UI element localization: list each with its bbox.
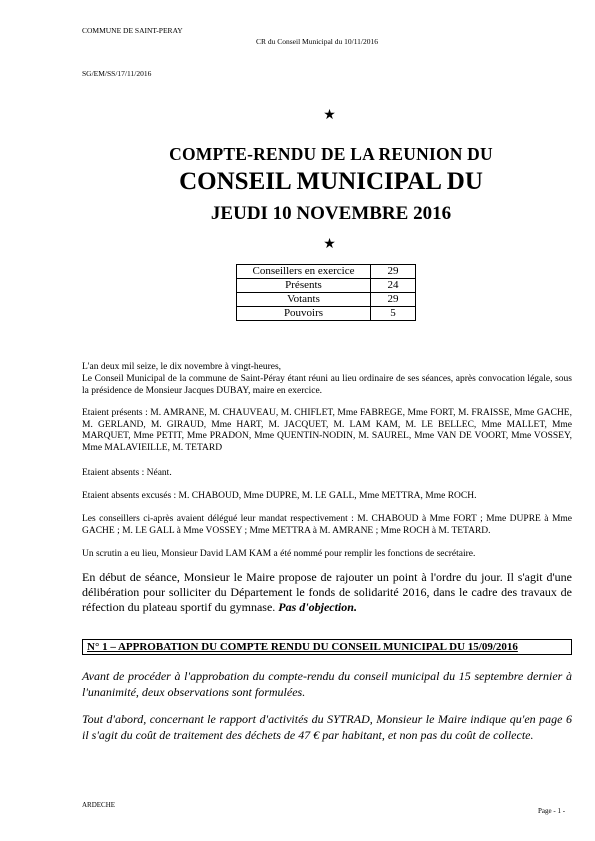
stat-value: 29 [371,265,416,279]
secretary-paragraph: Un scrutin a eu lieu, Monsieur David LAM KAM a été nommé pour remplir les fonctions de secrétaire. [82,549,476,559]
section-paragraph-2: Tout d'abord, concernant le rapport d'activités du SYTRAD, Monsieur le Maire indique qu'en page 6 il s'agit du coût de traitement des déchets de 47 € par habitant, et non pas du coût de collecte. [82,712,572,742]
table-row [237,265,416,279]
stat-value: 24 [371,279,416,293]
stat-label: Votants [237,293,371,307]
star-ornament-top: ★ [323,108,336,123]
absent-paragraph: Etaient absents : Néant. [82,468,172,478]
page-number: Page - 1 - [538,807,566,815]
stat-value: 29 [371,293,416,307]
star-ornament-bottom: ★ [323,237,336,252]
proxy-paragraph: Les conseillers ci-après avaient délégué leur mandat respectivement : M. CHABOUD à Mme FORT ; Mme DUPRE à Mme GACHE ; M. LE GALL à Mme VOSSEY ; Mme METTRA à M. AMRANE ; Mme ROCH à M. TETARD. [82,514,572,536]
stat-value: 5 [371,307,416,321]
table-row [237,279,416,293]
section-paragraph-1: Avant de procéder à l'approbation du compte-rendu du conseil municipal du 15 septembre dernier à l'unanimité, deux observations sont formulées. [82,669,572,699]
opening-date-paragraph: L'an deux mil seize, le dix novembre à vingt-heures, [82,362,282,372]
agenda-addition-text: En début de séance, Monsieur le Maire propose de rajouter un point à l'ordre du jour. Il s'agit d'une délibération pour solliciter du Département le fonds de solidarité 2016, dans le cadre des travaux de réfection du plateau sportif du gymnase. [82,570,572,614]
attendance-table [236,264,416,321]
excused-absent-paragraph: Etaient absents excusés : M. CHABOUD, Mme DUPRE, M. LE GALL, Mme METTRA, Mme ROCH. [82,491,477,501]
title-line-2: CONSEIL MUNICIPAL DU [179,168,483,195]
convocation-paragraph: Le Conseil Municipal de la commune de Saint-Péray étant réuni au lieu ordinaire de ses séances, après convocation légale, sous la présidence de Monsieur Jacques DUBAY, maire en exercice. [82,374,572,396]
present-members-paragraph: Etaient présents : M. AMRANE, M. CHAUVEAU, M. CHIFLET, Mme FABREGE, Mme FORT, M. FRAISSE, Mme GACHE, M. GERLAND, M. GIRAUD, Mme HART, M. JACQUET, M. LAM KAM, M. LE BELLEC, Mme MALLET, Mme MARQUET, Mme PETIT, Mme PRADON, Mme QUENTIN-NODIN, M. SAUREL, Mme VAN DE VOORT, Mme VOSSEY, Mme MALAVIEILLE, M. TETARD [82,408,572,453]
document-reference: CR du Conseil Municipal du 10/11/2016 [256,37,379,46]
title-line-1: COMPTE-RENDU DE LA REUNION DU [169,144,493,164]
stat-label: Pouvoirs [237,307,371,321]
title-line-3: JEUDI 10 NOVEMBRE 2016 [210,203,452,224]
stat-label: Conseillers en exercice [237,265,371,279]
section-heading: N° 1 – APPROBATION DU COMPTE RENDU DU CONSEIL MUNICIPAL DU 15/09/2016 [82,639,572,655]
secretariat-reference: SG/EM/SS/17/11/2016 [82,69,152,78]
table-row [237,293,416,307]
no-objection-text: Pas d'objection. [278,600,357,614]
stat-label: Présents [237,279,371,293]
agenda-addition-paragraph [82,570,572,615]
table-row [237,307,416,321]
footer-department: ARDECHE [82,801,116,809]
commune-header: COMMUNE DE SAINT-PERAY [82,26,183,35]
